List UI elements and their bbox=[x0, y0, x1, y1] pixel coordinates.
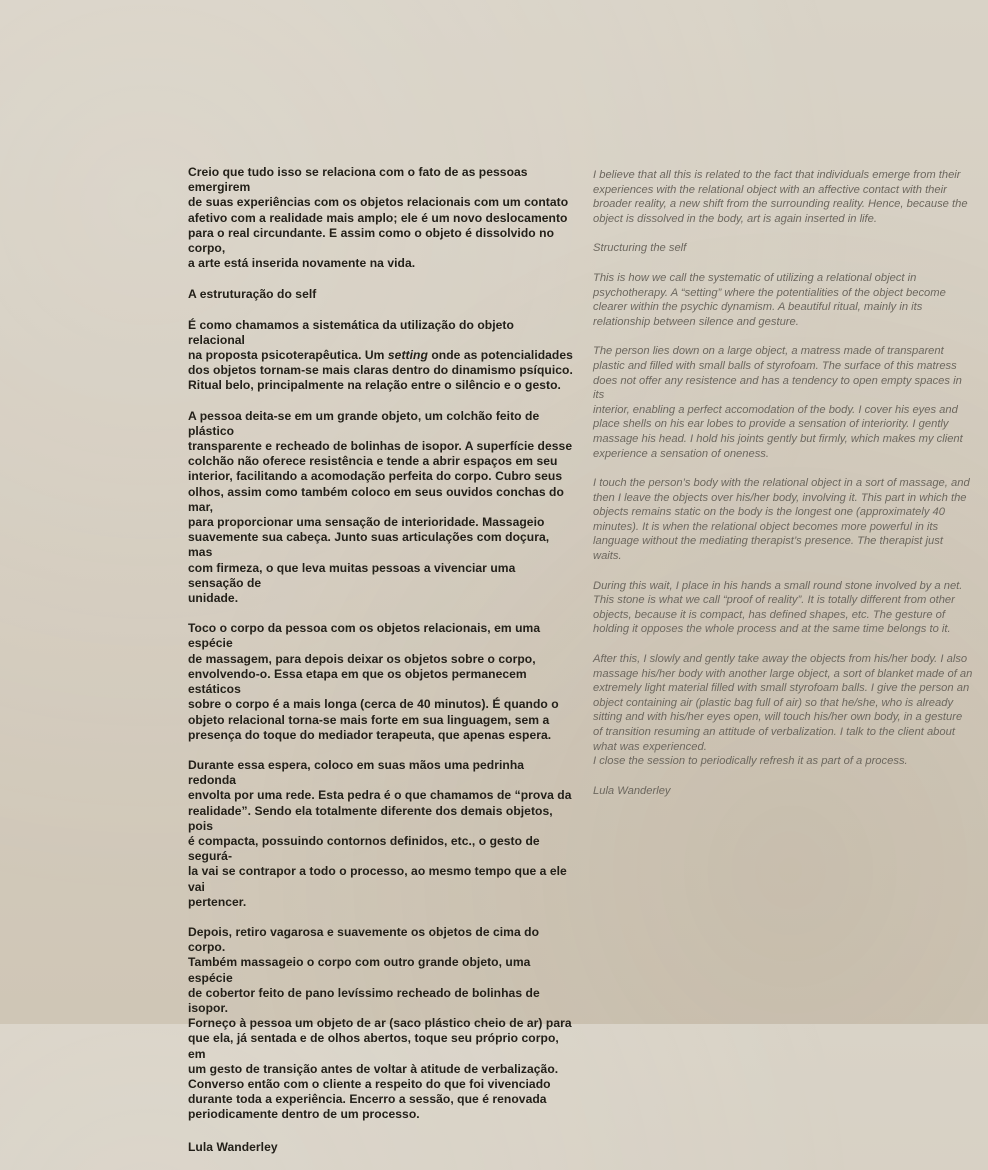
pt-paragraph-1: Creio que tudo isso se relaciona com o fato de as pessoas emergirem de suas experiências com os objetos relacionais com um contato afetivo com a realidade mais amplo; ele é um novo deslocamento para o real circundante. E assim como o objeto é dissolvido no corpo, a arte está inserida novamente na vida. bbox=[188, 165, 569, 271]
en-paragraph-6: After this, I slowly and gently take away the objects from his/her body. I also massage his/her body with another large object, a sort of blanket made of an extremely light material filled with small styrofoam balls. I give the person an object containing air (plastic bag full of air) so that he/she, who is already sitting and with his/her eyes open, will touch his/her own body, in a gesture of transition resuming an attitude of verbalization. I talk to the client about what was experienced. I close the session to periodically refresh it as part of a process. bbox=[593, 653, 973, 768]
en-paragraph-3: The person lies down on a large object, a matress made of transparent plastic and filled with small balls of styrofoam. The surface of this matress does not offer any resistence and has a tendency to open empty spaces in its interior, enabling a perfect accomodation of the body. I cover his eyes and place shells on his ear lobes to provide a sensation of interiority. I gently massage his head. I hold his joints gently but firmly, which makes my client experience a sensation of oneness. bbox=[593, 345, 963, 460]
pt-paragraph-5: Durante essa espera, coloco em suas mãos uma pedrinha redonda envolta por uma rede. Esta pedra é o que chamamos de “prova da realidade”. Sendo ela totalmente diferente dos demais objetos, pois é compacta, possuindo contornos definidos, etc., o gesto de segurá- la vai se contrapor a todo o processo, ao mesmo tempo que a ele vai pertencer. bbox=[188, 757, 572, 909]
portuguese-column bbox=[188, 165, 574, 1170]
en-paragraph-4: I touch the person’s body with the relational object in a sort of massage, and then I leave the objects over his/her body, involving it. This part in which the objects remains static on the body is the longest one (approximately 40 minutes). It is when the relational object becomes more powerful in its language without the mediating therapist’s presence. The therapist just waits. bbox=[593, 477, 970, 563]
pt-setting-term: setting bbox=[387, 348, 428, 363]
en-signature: Lula Wanderley bbox=[593, 784, 671, 797]
pt-signature: Lula Wanderley bbox=[188, 1139, 278, 1154]
en-paragraph-5: During this wait, I place in his hands a small round stone involved by a net. This stone is what we call “proof of reality”. It is totally different from other objects, because it is compact, has defined shapes, etc. The gesture of holding it opposes the whole process and at the same time belongs to it. bbox=[593, 579, 963, 636]
pt-section-heading: A estruturação do self bbox=[188, 287, 317, 302]
pt-paragraph-3: A pessoa deita-se em um grande objeto, um colchão feito de plástico transparente e recheado de bolinhas de isopor. A superfície desse colchão não oferece resistência e tende a abrir espaços em seu interior, facilitando a acomodação perfeita do corpo. Cubro seus olhos, assim como também coloco em seus ouvidos conchas do mar, para proporcionar uma sensação de interioridade. Massageio suavemente sua cabeça. Junto suas articulações com doçura, mas com firmeza, o que leva muitas pessoas a vivenciar uma sensação de unidade. bbox=[188, 408, 573, 606]
pt-paragraph-6: Depois, retiro vagarosa e suavemente os objetos de cima do corpo. Também massageio o corpo com outro grande objeto, uma espécie de cobertor feito de pano levíssimo recheado de bolinhas de isopor. Forneço à pessoa um objeto de ar (saco plástico cheio de ar) para que ela, já sentada e de olhos abertos, toque seu próprio corpo, em um gesto de transição antes de voltar à atitude de verbalização. Converso então com o cliente a respeito do que foi vivenciado durante toda a experiência. Encerro a sessão, que é renovada periodicamente dentro de um processo. bbox=[188, 924, 572, 1122]
pt-paragraph-2-start: É como chamamos a sistemática da utilização do objeto relacional na proposta psicoterapêutica. Um bbox=[188, 317, 514, 363]
en-section-heading: Structuring the self bbox=[593, 242, 687, 255]
en-paragraph-2: This is how we call the systematic of utilizing a relational object in psychotherapy. A “setting” where the potentialities of the object become clearer within the psychic dynamism. A beautiful ritual, mainly in its relationship between silence and gesture. bbox=[593, 271, 946, 328]
english-column bbox=[593, 168, 975, 813]
pt-paragraph-4: Toco o corpo da pessoa com os objetos relacionais, em uma espécie de massagem, para depois deixar os objetos sobre o corpo, envolvendo-o. Essa etapa em que os objetos permanecem estáticos sobre o corpo é a mais longa (cerca de 40 minutos). É quando o objeto relacional torna-se mais forte em sua linguagem, sem a presença do toque do mediador terapeuta, que apenas espera. bbox=[188, 621, 559, 742]
pt-paragraph-2 bbox=[188, 318, 574, 394]
pt-paragraph-2-end: onde as potencialidades dos objetos tornam-se mais claras dentro do dinamismo psíquico. Ritual belo, principalmente na relação entre o silêncio e o gesto. bbox=[188, 348, 573, 393]
en-paragraph-1: I believe that all this is related to the fact that individuals emerge from their experiences with the relational object with an affective contact with their broader reality, a new shift from the surrounding reality. Hence, because the object is dissolved in the body, art is again inserted in life. bbox=[593, 169, 968, 225]
